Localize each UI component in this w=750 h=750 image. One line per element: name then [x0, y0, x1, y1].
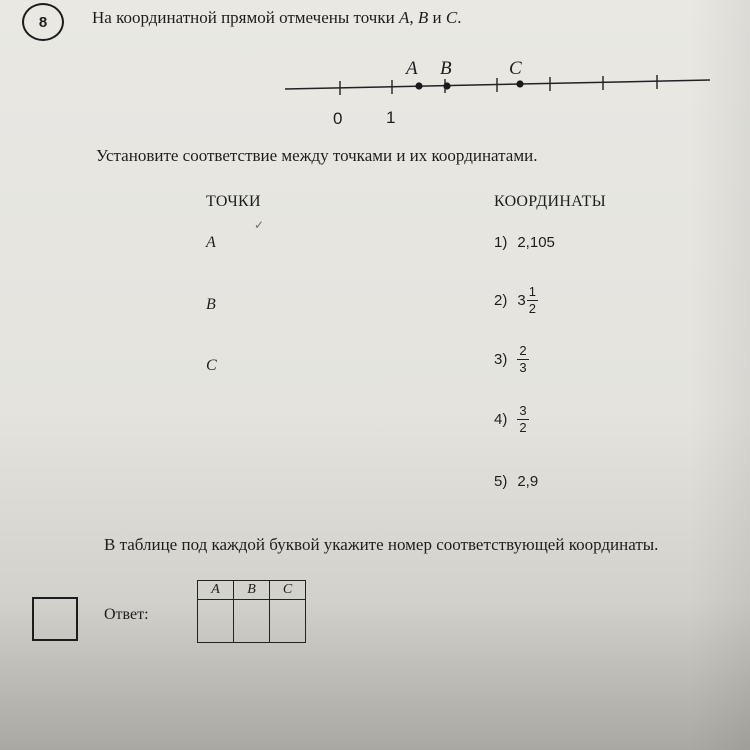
points-header: ТОЧКИ	[206, 193, 261, 210]
fraction-numerator: 3	[519, 403, 527, 418]
fraction-denominator: 2	[528, 301, 536, 316]
option-number: 5)	[494, 473, 508, 490]
fraction-denominator: 2	[519, 420, 527, 435]
tick-label-1: 1	[386, 108, 396, 127]
answer-header-a: A	[198, 581, 234, 600]
coordinates-header: КООРДИНАТЫ	[494, 193, 606, 210]
title-point-b: B	[417, 8, 429, 27]
option-5	[494, 473, 538, 490]
point-b-dot	[443, 82, 450, 89]
point-c: C	[206, 357, 217, 374]
option-fraction	[527, 285, 538, 316]
title-point-a: A	[398, 8, 410, 27]
score-box[interactable]	[32, 597, 78, 641]
pencil-check-mark: ✓	[254, 218, 265, 232]
fraction-denominator: 3	[519, 360, 527, 375]
option-3	[494, 344, 529, 375]
fraction-numerator: 2	[519, 343, 527, 358]
title-point-c: C	[445, 8, 458, 27]
answer-label: Ответ:	[104, 606, 149, 623]
tick-label-0: 0	[333, 109, 343, 128]
point-c-dot	[516, 80, 523, 87]
option-2	[494, 285, 538, 316]
answer-cell-a[interactable]	[198, 600, 234, 643]
option-1	[494, 234, 555, 251]
option-number: 4)	[494, 411, 508, 428]
answer-cell-b[interactable]	[234, 600, 270, 643]
point-b: B	[206, 296, 216, 313]
option-value: 2,105	[517, 234, 555, 251]
option-number: 2)	[494, 292, 508, 309]
answer-table	[197, 580, 306, 643]
option-number: 3)	[494, 351, 508, 368]
option-fraction	[517, 404, 528, 435]
question-title: На координатной прямой отмечены точки A, B и C.	[92, 8, 462, 27]
fraction-numerator: 1	[528, 284, 536, 299]
point-c-label: C	[509, 58, 522, 79]
number-line	[280, 50, 720, 130]
point-a-label: A	[406, 58, 418, 79]
answer-instruction: В таблице под каждой буквой укажите номер соответствующей координаты.	[104, 535, 659, 554]
point-a-dot	[415, 82, 422, 89]
option-fraction	[517, 344, 528, 375]
question-number: 8	[22, 3, 64, 41]
answer-header-b: B	[234, 581, 270, 600]
option-4	[494, 404, 529, 435]
option-value: 2,9	[517, 473, 539, 490]
instruction-text: Установите соответствие между точками и их координатами.	[96, 146, 538, 165]
point-b-label: B	[440, 58, 452, 79]
point-a: A	[206, 234, 216, 251]
option-whole-part: 3	[517, 292, 526, 309]
option-number: 1)	[494, 234, 508, 251]
answer-cell-c[interactable]	[270, 600, 306, 643]
answer-header-c: C	[270, 581, 306, 600]
